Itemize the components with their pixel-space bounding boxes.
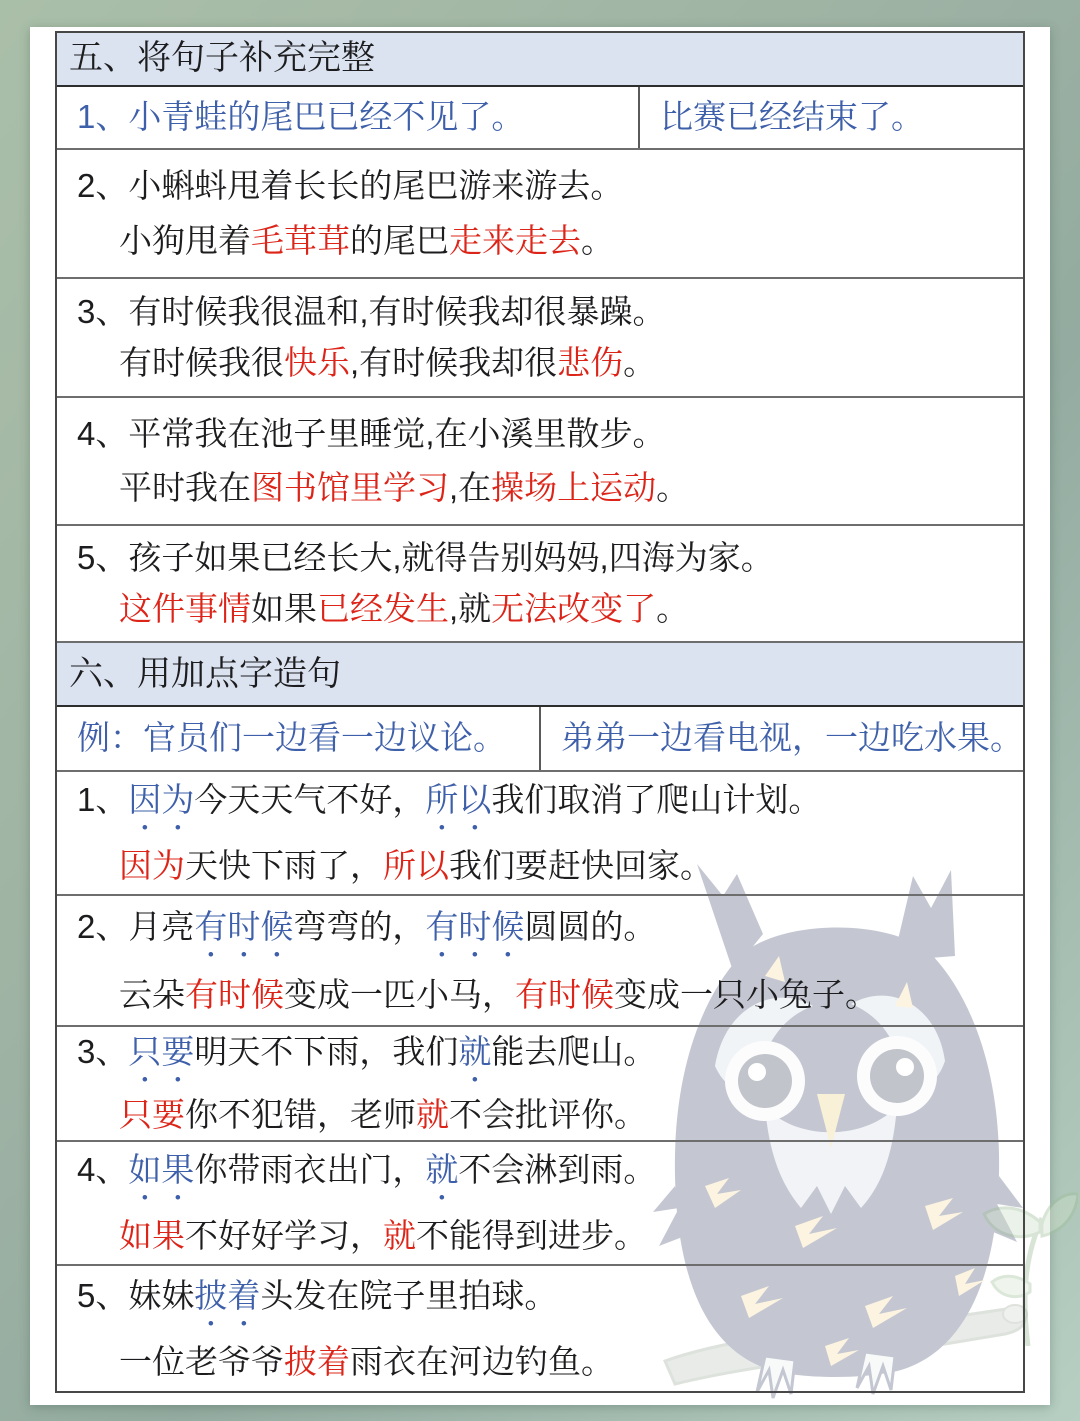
section5-row-1 xyxy=(57,87,1023,150)
text-segment: 就 xyxy=(416,1095,449,1133)
question-line xyxy=(57,1151,1023,1207)
text-segment: 1、 xyxy=(77,781,129,819)
text-segment: 我们要赶快回家。 xyxy=(449,846,713,884)
text-segment: 4、 xyxy=(77,1151,129,1189)
text-segment: 有时候我很 xyxy=(119,344,284,382)
text-segment: 如果 xyxy=(251,590,317,627)
answer-line xyxy=(57,222,1023,260)
text-segment: 。 xyxy=(581,222,614,260)
section5-header xyxy=(57,33,1023,87)
section5-title: 五、将句子补充完整 xyxy=(69,39,375,78)
text-segment: 不会淋到雨。 xyxy=(458,1151,657,1189)
text-segment: 你带雨衣出门， xyxy=(194,1151,426,1189)
text-segment: 走来走去 xyxy=(449,222,581,260)
text-segment: 毛茸茸 xyxy=(251,222,350,260)
sentence-text xyxy=(57,98,524,136)
text-segment: 。 xyxy=(656,590,690,627)
text-segment: 变成一只小兔子。 xyxy=(614,975,878,1013)
text-segment: 变成一匹小马， xyxy=(284,975,515,1013)
question-line xyxy=(57,167,1023,205)
text-segment: 2、小蝌蚪甩着长长的尾巴游来游去。 xyxy=(77,166,624,204)
text-segment: 因为 xyxy=(119,846,185,884)
section5-row-3 xyxy=(57,279,1023,398)
question-line xyxy=(57,293,1023,331)
text-segment: 不能得到进步。 xyxy=(416,1216,647,1254)
section6-row-2 xyxy=(57,896,1023,1027)
text-segment: 因为 xyxy=(128,781,195,819)
text-segment: 比赛已经结束了。 xyxy=(660,98,924,136)
text-segment: 小狗甩着 xyxy=(119,222,251,260)
answer-line xyxy=(57,976,1023,1014)
text-segment: 明天不下雨，我们 xyxy=(194,1033,459,1071)
section6-header xyxy=(57,643,1023,707)
text-segment: 例：官员们一边看一边议论。 xyxy=(77,719,506,757)
answer-line xyxy=(57,1096,1023,1134)
section6-example-row xyxy=(57,707,1023,772)
question-line xyxy=(57,908,1023,964)
section5-row-4 xyxy=(57,398,1023,526)
section6-row-3 xyxy=(57,1027,1023,1142)
text-segment: ,在 xyxy=(449,469,492,507)
question-line xyxy=(57,415,1023,453)
answer-line xyxy=(57,847,1023,885)
text-segment: 你不犯错，老师 xyxy=(185,1095,416,1133)
answer-line xyxy=(57,469,1023,507)
section6-title: 六、用加点字造句 xyxy=(69,654,341,693)
text-segment: 圆圆的。 xyxy=(524,908,657,946)
text-segment: 就 xyxy=(425,1151,459,1189)
text-segment: 弟弟一边看电视，一边吃水果。 xyxy=(561,719,1023,757)
answer-line xyxy=(57,1343,1023,1381)
text-segment: 3、 xyxy=(77,1033,129,1071)
text-segment: 披着 xyxy=(284,1342,350,1380)
text-segment: 头发在院子里拍球。 xyxy=(260,1276,558,1314)
text-segment: 就 xyxy=(458,1033,492,1071)
text-segment: 平时我在 xyxy=(119,469,251,507)
answer-line xyxy=(57,590,1023,628)
text-segment: 5、妹妹 xyxy=(77,1276,195,1314)
text-segment: ,有时候我却很 xyxy=(350,344,558,382)
text-segment: 有时候 xyxy=(515,975,614,1013)
text-segment: 图书馆里学习 xyxy=(251,469,449,507)
text-segment: 已经发生 xyxy=(317,590,449,627)
text-segment: 如果 xyxy=(128,1151,195,1189)
question-line xyxy=(57,1277,1023,1333)
text-segment: 就 xyxy=(383,1216,416,1254)
text-segment: 不会批评你。 xyxy=(449,1095,647,1133)
text-segment: 这件事情 xyxy=(119,590,251,627)
question-line xyxy=(57,1033,1023,1089)
section6-row-4 xyxy=(57,1142,1023,1267)
text-segment: 3、有时候我很温和,有时候我却很暴躁。 xyxy=(77,292,666,330)
text-segment: 披着 xyxy=(194,1276,261,1314)
text-segment: 只要 xyxy=(119,1095,185,1133)
answer-line xyxy=(57,1217,1023,1255)
text-segment: 有时候 xyxy=(185,975,284,1013)
section5-row-5 xyxy=(57,526,1023,644)
text-segment: 如果 xyxy=(119,1216,185,1254)
text-segment: 有时候 xyxy=(425,908,525,946)
worksheet-table xyxy=(55,31,1025,1393)
text-segment: 雨衣在河边钓鱼。 xyxy=(350,1342,614,1380)
sentence-text xyxy=(57,719,506,757)
answer-line xyxy=(57,344,1023,382)
text-segment: 2、月亮 xyxy=(77,908,195,946)
sentence-text xyxy=(541,719,1023,757)
text-segment: 弯弯的， xyxy=(293,908,426,946)
text-segment: 能去爬山。 xyxy=(491,1033,657,1071)
text-segment: 我们取消了爬山计划。 xyxy=(491,781,822,819)
text-segment: 操场上运动 xyxy=(491,469,657,507)
text-segment: 只要 xyxy=(128,1033,195,1071)
section6-example-left-cell xyxy=(57,707,539,770)
section6-row-5 xyxy=(57,1266,1023,1391)
text-segment: 4、平常我在池子里睡觉,在小溪里散步。 xyxy=(77,414,666,452)
text-segment: 的尾巴 xyxy=(350,222,449,260)
question-line xyxy=(57,539,1023,577)
text-segment: ,就 xyxy=(449,590,492,627)
question-line xyxy=(57,781,1023,837)
text-segment: 无法改变了 xyxy=(491,590,657,627)
section5-row1-left-cell xyxy=(57,87,638,148)
section5-row1-right-cell xyxy=(638,87,1023,148)
text-segment: 不好好学习， xyxy=(185,1216,383,1254)
text-segment: 有时候 xyxy=(194,908,294,946)
text-segment: 云朵 xyxy=(119,975,185,1013)
text-segment: 天快下雨了， xyxy=(185,846,383,884)
text-segment: 一位老爷爷 xyxy=(119,1342,284,1380)
text-segment: 今天天气不好， xyxy=(194,781,426,819)
text-segment: 悲伤 xyxy=(557,344,624,382)
text-segment: 快乐 xyxy=(284,344,350,382)
text-segment: 1、小青蛙的尾巴已经不见了。 xyxy=(77,98,525,136)
section6-row-1 xyxy=(57,772,1023,897)
text-segment: 5、孩子如果已经长大,就得告别妈妈,四海为家。 xyxy=(77,538,774,576)
text-segment: 。 xyxy=(656,469,690,507)
text-segment: 所以 xyxy=(425,781,492,819)
section6-example-right-cell xyxy=(539,707,1023,770)
text-segment: 所以 xyxy=(383,846,449,884)
sentence-text xyxy=(640,98,924,136)
text-segment: 。 xyxy=(623,344,657,382)
section5-row-2 xyxy=(57,150,1023,280)
